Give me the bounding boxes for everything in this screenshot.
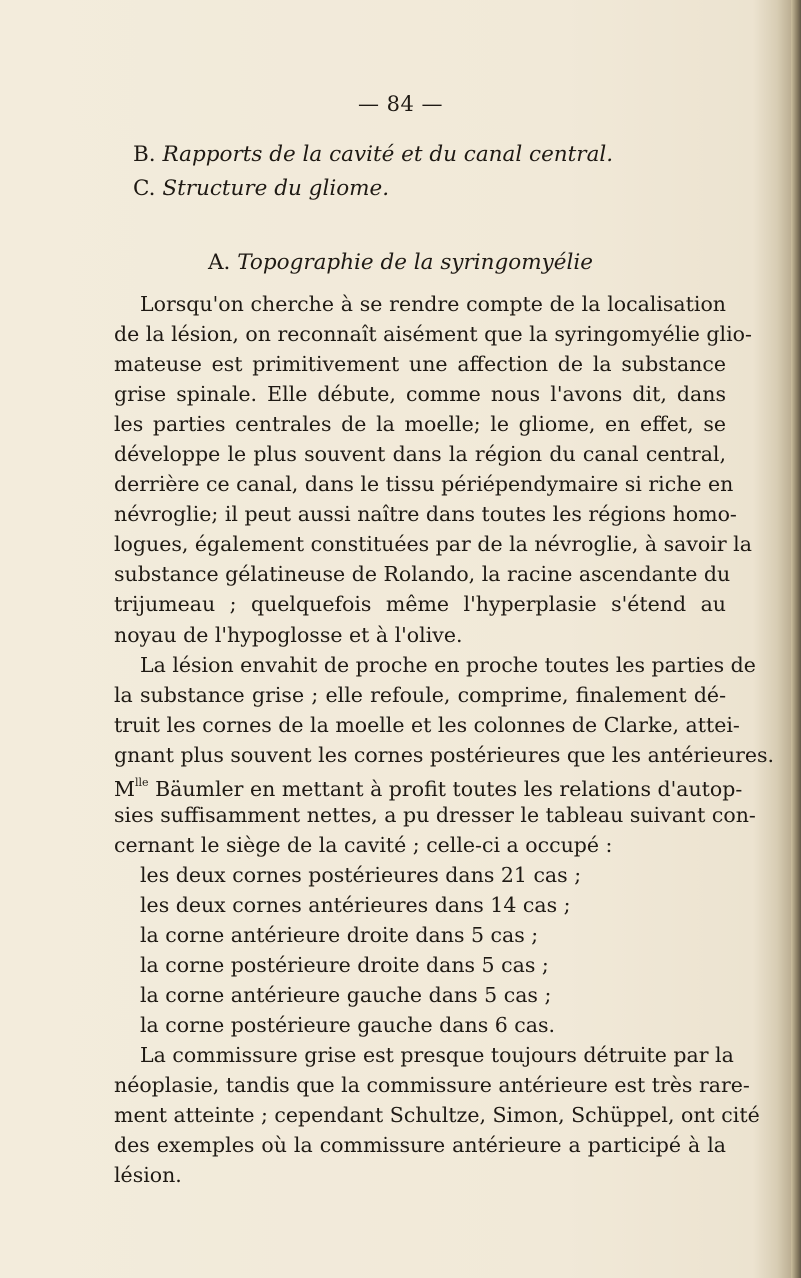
outline-list xyxy=(133,138,613,206)
text-line xyxy=(114,770,743,801)
text-line: des exemples où la commissure antérieure a participé à la xyxy=(114,1133,726,1158)
body-text xyxy=(114,289,775,1190)
text-line: développe le plus souvent dans la région du canal central, xyxy=(114,442,726,467)
text-line: névroglie; il peut aussi naître dans toutes les régions homo- xyxy=(114,502,737,527)
text-line: gnant plus souvent les cornes postérieures que les antérieures. xyxy=(114,742,775,767)
mlle-prefix: M xyxy=(114,776,135,801)
text-line: logues, également constituées par de la névroglie, à savoir la xyxy=(114,532,752,557)
text-line: mateuse est primitivement une affection de la substance xyxy=(114,352,726,377)
text-line: La lésion envahit de proche en proche toutes les parties de xyxy=(140,652,756,677)
section-title: Topographie de la syringomyélie xyxy=(237,250,593,275)
list-item: la corne antérieure droite dans 5 cas ; xyxy=(140,922,539,947)
text-line: noyau de l'hypoglosse et à l'olive. xyxy=(114,622,463,647)
text-line: derrière ce canal, dans le tissu périépendymaire si riche en xyxy=(114,472,734,497)
outline-letter: B. xyxy=(133,142,156,167)
outline-letter: C. xyxy=(133,176,156,201)
text-line: substance gélatineuse de Rolando, la racine ascendante du xyxy=(114,562,731,587)
text-line: grise spinale. Elle débute, comme nous l'avons dit, dans xyxy=(114,382,726,407)
outline-item-c xyxy=(133,172,613,206)
mlle-superscript: lle xyxy=(135,775,149,789)
page-edge xyxy=(791,0,801,1278)
text-line: sies suffisamment nettes, a pu dresser le tableau suivant con- xyxy=(114,802,756,827)
text-line: La commissure grise est presque toujours détruite par la xyxy=(140,1043,734,1068)
section-heading xyxy=(0,250,801,275)
text-line: Lorsqu'on cherche à se rendre compte de la localisation xyxy=(140,292,726,316)
text-line: néoplasie, tandis que la commissure antérieure est très rare- xyxy=(114,1073,750,1098)
list-item: la corne antérieure gauche dans 5 cas ; xyxy=(140,983,552,1008)
text-line: cernant le siège de la cavité ; celle-ci a occupé : xyxy=(114,832,613,857)
text-line: de la lésion, on reconnaît aisément que la syringomyélie glio- xyxy=(114,322,752,347)
text-line: lésion. xyxy=(114,1163,182,1188)
list-item: la corne postérieure droite dans 5 cas ; xyxy=(140,953,549,978)
list-item: les deux cornes antérieures dans 14 cas ; xyxy=(140,892,571,917)
list-item: la corne postérieure gauche dans 6 cas. xyxy=(140,1013,556,1038)
list-item: les deux cornes postérieures dans 21 cas ; xyxy=(140,862,582,887)
outline-title: Rapports de la cavité et du canal central. xyxy=(162,142,614,167)
page-number: — 84 — xyxy=(357,92,444,116)
outline-item-b xyxy=(133,138,613,172)
text-line: les parties centrales de la moelle; le gliome, en effet, se xyxy=(114,412,726,437)
text-line: trijumeau ; quelquefois même l'hyperplasie s'étend au xyxy=(114,592,726,617)
outline-title: Structure du gliome. xyxy=(162,176,390,201)
text-line: truit les cornes de la moelle et les colonnes de Clarke, attei- xyxy=(114,712,740,737)
text-line: la substance grise ; elle refoule, comprime, finalement dé- xyxy=(114,682,726,707)
mlle-rest: Bäumler en mettant à profit toutes les relations d'autop- xyxy=(148,776,743,801)
section-letter: A. xyxy=(208,250,231,275)
text-line: ment atteinte ; cependant Schultze, Simon, Schüppel, ont cité xyxy=(114,1103,760,1128)
